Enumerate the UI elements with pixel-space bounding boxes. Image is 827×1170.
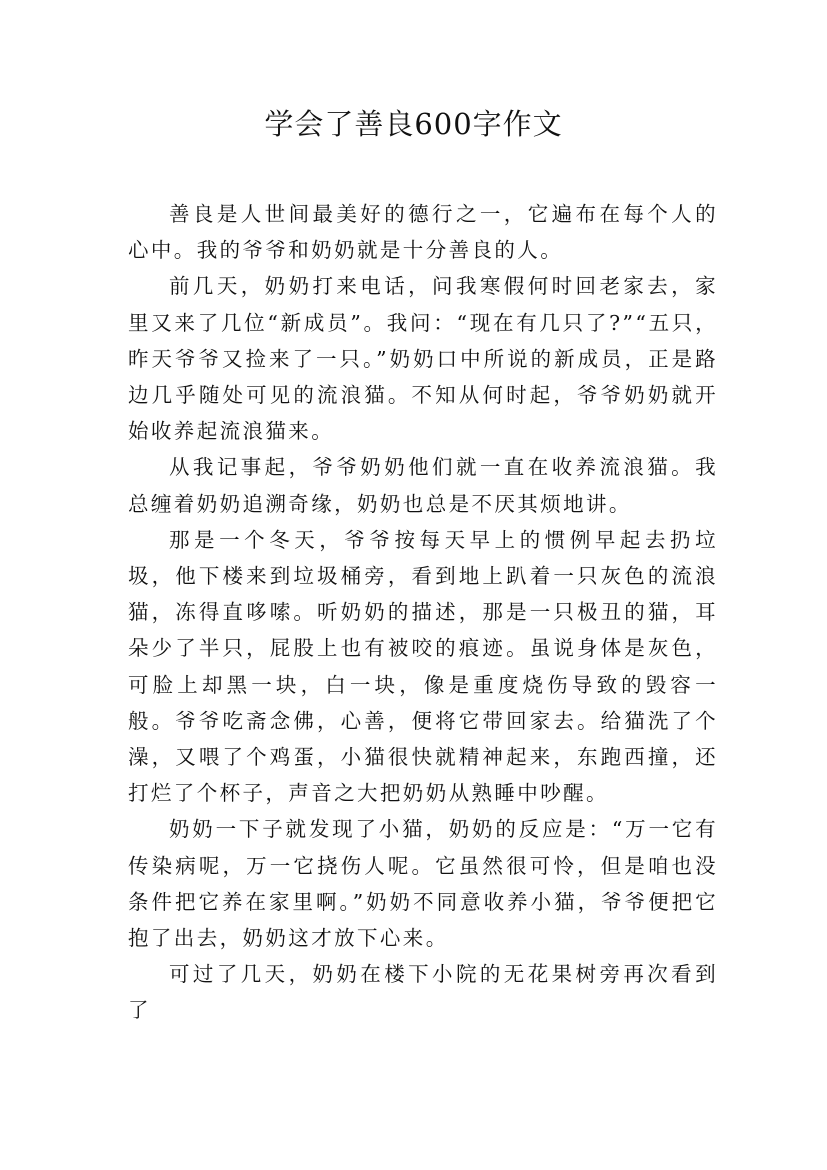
paragraph: 善良是人世间最美好的德行之一，它遍布在每个人的心中。我的爷爷和奶奶就是十分善良的人。 — [128, 202, 718, 263]
document-body — [128, 196, 718, 1029]
document-title: 学会了善良600字作文 — [264, 107, 563, 141]
paragraph: 那是一个冬天，爷爷按每天早上的惯例早起去扔垃圾，他下楼来到垃圾桶旁，看到地上趴着一只灰色的流浪猫，冻得直哆嗦。听奶奶的描述，那是一只极丑的猫，耳朵少了半只，屁股上也有被咬的痕迹。虽说身体是灰色，可脸上却黑一块，白一块，像是重度烧伤导致的毁容一般。爷爷吃斋念佛，心善，便将它带回家去。给猫洗了个澡，又喂了个鸡蛋，小猫很快就精神起来，东跑西撞，还打烂了个杯子，声音之大把奶奶从熟睡中吵醒。 — [128, 527, 718, 806]
paragraph: 前几天，奶奶打来电话，问我寒假何时回老家去，家里又来了几位“新成员”。我问：“现在有几只了?”“五只，昨天爷爷又捡来了一只。”奶奶口中所说的新成员，正是路边几乎随处可见的流浪猫。不知从何时起，爷爷奶奶就开始收养起流浪猫来。 — [128, 274, 718, 444]
paragraph: 从我记事起，爷爷奶奶他们就一直在收养流浪猫。我总缠着奶奶追溯奇缘，奶奶也总是不厌其烦地讲。 — [128, 455, 718, 516]
paragraph: 可过了几天，奶奶在楼下小院的无花果树旁再次看到了 — [128, 962, 718, 1023]
paragraph: 奶奶一下子就发现了小猫，奶奶的反应是：“万一它有传染病呢，万一它挠伤人呢。它虽然很可怜，但是咱也没条件把它养在家里啊。”奶奶不同意收养小猫，爷爷便把它抱了出去，奶奶这才放下心来。 — [128, 817, 718, 951]
